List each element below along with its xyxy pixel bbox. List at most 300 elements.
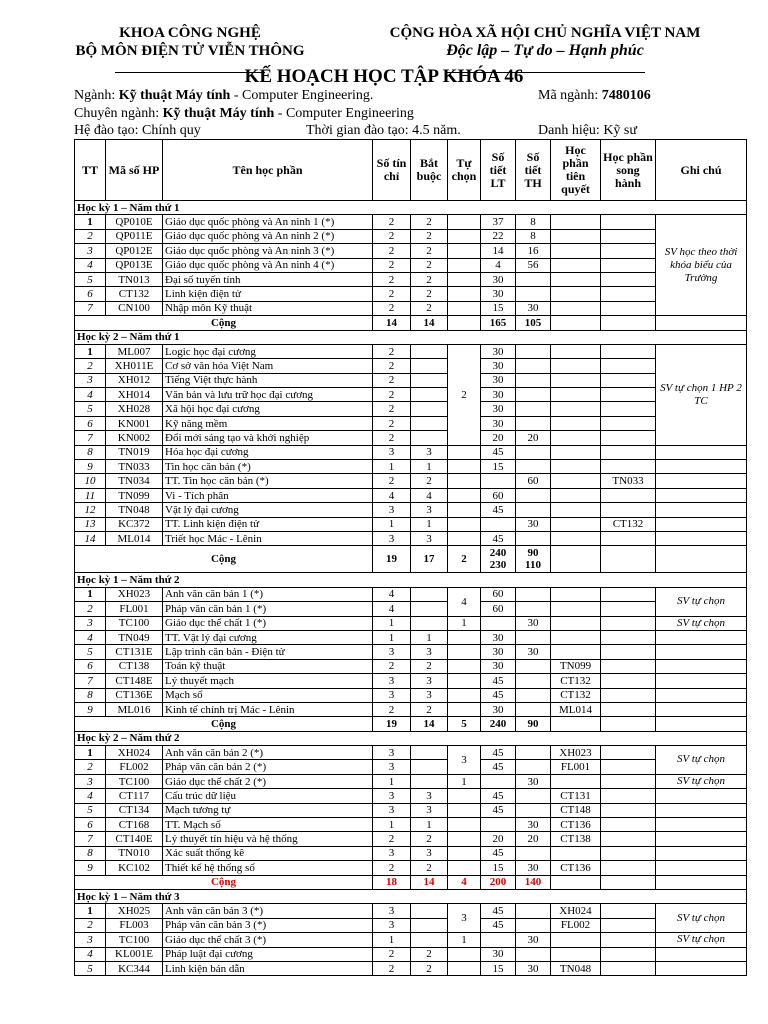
table-cell: Giáo dục quốc phòng và An ninh 2 (*) — [163, 229, 373, 243]
table-cell — [601, 846, 656, 860]
table-cell: 1 — [411, 630, 448, 644]
table-cell — [411, 774, 448, 788]
table-cell: Kinh tế chính trị Mác - Lênin — [163, 702, 373, 716]
table-cell — [601, 215, 656, 229]
table-cell: Học kỳ 2 – Năm thứ 1 — [75, 330, 747, 344]
table-cell: TN034 — [106, 474, 163, 488]
table-cell — [601, 659, 656, 673]
table-cell — [448, 630, 481, 644]
table-cell — [516, 789, 551, 803]
table-cell: Pháp luật đại cương — [163, 947, 373, 961]
table-cell — [601, 875, 656, 889]
national-motto: Độc lập – Tự do – Hạnh phúc — [446, 42, 644, 59]
table-cell — [448, 531, 481, 545]
table-cell — [551, 875, 601, 889]
table-row — [75, 616, 747, 630]
table-cell — [601, 602, 656, 616]
table-cell: 2 — [373, 301, 411, 315]
table-cell — [448, 674, 481, 688]
table-cell: 30 — [516, 774, 551, 788]
table-cell — [448, 287, 481, 301]
table-cell — [516, 416, 551, 430]
table-cell: 45 — [481, 803, 516, 817]
major-code-line: Mã ngành: 7480106 — [538, 88, 651, 103]
table-cell: 3 — [411, 789, 448, 803]
table-cell: 15 — [481, 460, 516, 474]
table-cell: 3 — [75, 616, 106, 630]
table-row — [75, 272, 747, 286]
table-cell — [601, 316, 656, 330]
table-cell: 2 — [411, 474, 448, 488]
table-cell — [516, 531, 551, 545]
table-cell — [551, 531, 601, 545]
table-cell: 3 — [373, 674, 411, 688]
table-cell: XH025 — [106, 904, 163, 918]
table-cell: CT148E — [106, 674, 163, 688]
table-cell — [516, 760, 551, 774]
table-cell: QP011E — [106, 229, 163, 243]
table-row — [75, 474, 747, 488]
table-cell: 9 — [75, 460, 106, 474]
table-cell: 2 — [411, 702, 448, 716]
table-cell: SV học theo thời khóa biểu của Trường — [656, 215, 747, 316]
table-cell — [601, 301, 656, 315]
table-cell: 8 — [75, 688, 106, 702]
table-cell — [481, 546, 516, 573]
table-cell: 2 — [411, 832, 448, 846]
table-row — [75, 630, 747, 644]
table-cell: 7 — [75, 301, 106, 315]
table-cell — [656, 832, 747, 846]
table-cell — [656, 503, 747, 517]
table-cell: Học kỳ 1 – Năm thứ 2 — [75, 573, 747, 587]
table-cell — [601, 229, 656, 243]
table-cell: Cấu trúc dữ liệu — [163, 789, 373, 803]
table-cell: KN001 — [106, 416, 163, 430]
table-cell — [551, 616, 601, 630]
table-cell: 4 — [75, 258, 106, 272]
table-cell: 2 — [373, 431, 411, 445]
table-cell: 3 — [373, 760, 411, 774]
table-cell: 30 — [516, 645, 551, 659]
table-cell: 13 — [75, 517, 106, 531]
table-cell — [411, 933, 448, 947]
table-cell — [448, 503, 481, 517]
table-row — [75, 846, 747, 860]
table-cell — [656, 861, 747, 875]
table-cell — [448, 803, 481, 817]
table-cell — [516, 746, 551, 760]
table-cell: 3 — [373, 531, 411, 545]
table-cell: 2 — [373, 702, 411, 716]
table-cell: Tiếng Việt thực hành — [163, 373, 373, 387]
table-cell — [448, 445, 481, 459]
table-cell — [448, 832, 481, 846]
table-cell: 45 — [481, 688, 516, 702]
table-row — [75, 244, 747, 258]
table-cell: 3 — [448, 746, 481, 775]
table-cell: Giáo dục quốc phòng và An ninh 4 (*) — [163, 258, 373, 272]
table-cell — [551, 630, 601, 644]
table-cell: 2 — [373, 861, 411, 875]
table-row — [75, 258, 747, 272]
table-cell — [448, 818, 481, 832]
table-cell — [656, 961, 747, 975]
table-cell — [448, 659, 481, 673]
table-cell — [448, 258, 481, 272]
table-cell: 2 — [373, 373, 411, 387]
table-cell: SV tự chọn — [656, 904, 747, 933]
table-cell: Linh kiện điện tử — [163, 287, 373, 301]
table-cell: 4 — [75, 947, 106, 961]
table-cell — [551, 717, 601, 731]
table-cell: TN033 — [106, 460, 163, 474]
table-cell: CT148 — [551, 803, 601, 817]
table-cell — [551, 488, 601, 502]
table-row — [75, 531, 747, 545]
table-cell: SV tự chọn 1 HP 2 TC — [656, 344, 747, 445]
table-cell: CT132 — [551, 688, 601, 702]
table-cell — [551, 258, 601, 272]
table-cell — [551, 474, 601, 488]
table-body — [75, 201, 747, 976]
table-cell: 45 — [481, 503, 516, 517]
table-cell: CT140E — [106, 832, 163, 846]
table-row — [75, 359, 747, 373]
table-cell — [551, 933, 601, 947]
table-row — [75, 503, 747, 517]
col-header: Số tiết LT — [481, 140, 516, 201]
table-cell: 30 — [516, 517, 551, 531]
table-cell: 2 — [373, 244, 411, 258]
table-cell — [448, 961, 481, 975]
table-cell: 1 — [373, 933, 411, 947]
table-cell: CT132 — [106, 287, 163, 301]
table-cell: 30 — [516, 616, 551, 630]
total-lt-2: 230 — [489, 559, 507, 572]
table-cell — [516, 402, 551, 416]
table-cell: 2 — [373, 388, 411, 402]
table-cell: 30 — [481, 287, 516, 301]
table-cell — [516, 602, 551, 616]
training-duration: Thời gian đào tạo: 4.5 năm. — [306, 123, 461, 138]
table-cell — [551, 947, 601, 961]
table-cell — [516, 359, 551, 373]
table-cell: CT136E — [106, 688, 163, 702]
table-cell: Hóa học đại cương — [163, 445, 373, 459]
table-cell: 9 — [75, 702, 106, 716]
table-cell: 4 — [75, 630, 106, 644]
table-cell: 90 — [516, 717, 551, 731]
table-cell: TN033 — [601, 474, 656, 488]
table-cell: ML014 — [551, 702, 601, 716]
training-system: Hệ đào tạo: Chính quy — [74, 123, 201, 138]
table-cell: QP010E — [106, 215, 163, 229]
table-cell: 5 — [75, 803, 106, 817]
degree-title: Danh hiệu: Kỹ sư — [538, 123, 637, 138]
table-cell — [656, 789, 747, 803]
table-cell — [656, 659, 747, 673]
table-cell: 5 — [448, 717, 481, 731]
table-cell: 2 — [373, 272, 411, 286]
page-title: KẾ HOẠCH HỌC TẬP KHÓA 46 — [244, 66, 524, 87]
table-cell: 56 — [516, 258, 551, 272]
table-cell — [411, 602, 448, 616]
table-cell — [448, 474, 481, 488]
table-cell: ML016 — [106, 702, 163, 716]
table-cell: Giáo dục quốc phòng và An ninh 3 (*) — [163, 244, 373, 258]
table-cell — [448, 517, 481, 531]
table-cell: 240 — [481, 717, 516, 731]
table-cell: 5 — [75, 402, 106, 416]
table-cell: 1 — [75, 746, 106, 760]
total-row — [75, 875, 747, 889]
table-cell — [601, 702, 656, 716]
table-row — [75, 416, 747, 430]
table-cell: 3 — [373, 789, 411, 803]
table-cell — [411, 344, 448, 358]
table-cell: Cộng — [75, 316, 373, 330]
table-cell: 30 — [481, 630, 516, 644]
table-cell — [448, 244, 481, 258]
table-row — [75, 861, 747, 875]
table-row — [75, 659, 747, 673]
table-cell: TN048 — [551, 961, 601, 975]
table-cell: Cộng — [75, 875, 373, 889]
table-cell: 1 — [411, 460, 448, 474]
table-cell: 1 — [373, 517, 411, 531]
table-cell — [551, 301, 601, 315]
table-cell: 2 — [411, 244, 448, 258]
col-header: Học phần tiên quyết — [551, 140, 601, 201]
table-cell: 1 — [373, 630, 411, 644]
table-cell: 3 — [373, 746, 411, 760]
table-cell — [448, 846, 481, 860]
table-cell: 4 — [75, 388, 106, 402]
table-cell — [516, 503, 551, 517]
semester-header — [75, 330, 747, 344]
table-cell: 3 — [411, 531, 448, 545]
table-cell: QP013E — [106, 258, 163, 272]
table-cell: Giáo dục thể chất 1 (*) — [163, 616, 373, 630]
table-cell — [656, 316, 747, 330]
col-header: Mã số HP — [106, 140, 163, 201]
table-cell: 30 — [516, 301, 551, 315]
table-cell — [516, 546, 551, 573]
table-cell — [411, 431, 448, 445]
table-cell: Vật lý đại cương — [163, 503, 373, 517]
table-cell — [656, 517, 747, 531]
table-cell — [551, 215, 601, 229]
table-cell — [656, 546, 747, 573]
semester-header — [75, 889, 747, 903]
table-cell: 2 — [373, 258, 411, 272]
table-cell — [448, 688, 481, 702]
table-row — [75, 587, 747, 601]
table-cell — [411, 746, 448, 760]
table-cell — [481, 818, 516, 832]
table-cell — [551, 229, 601, 243]
major-line: Ngành: Kỹ thuật Máy tính - Computer Engineering. — [74, 88, 374, 103]
table-cell: KC102 — [106, 861, 163, 875]
table-cell: FL002 — [106, 760, 163, 774]
table-cell: 105 — [516, 316, 551, 330]
table-cell — [551, 602, 601, 616]
table-cell: Đại số tuyến tính — [163, 272, 373, 286]
table-cell — [448, 215, 481, 229]
table-cell — [411, 402, 448, 416]
table-cell: CT138 — [106, 659, 163, 673]
table-cell — [601, 488, 656, 502]
table-cell: 2 — [411, 861, 448, 875]
table-cell: SV tự chọn — [656, 746, 747, 775]
table-cell: 2 — [373, 229, 411, 243]
table-cell: 7 — [75, 431, 106, 445]
table-cell — [481, 517, 516, 531]
table-cell: 6 — [75, 659, 106, 673]
table-cell — [551, 445, 601, 459]
table-cell: 2 — [75, 760, 106, 774]
table-cell: TT. Vật lý đại cương — [163, 630, 373, 644]
table-cell — [411, 918, 448, 932]
table-cell — [656, 846, 747, 860]
col-header: Tự chọn — [448, 140, 481, 201]
table-cell: Logic học đại cương — [163, 344, 373, 358]
table-cell: 2 — [411, 961, 448, 975]
table-cell: Thiết kế hệ thống số — [163, 861, 373, 875]
table-row — [75, 301, 747, 315]
table-cell: 2 — [373, 344, 411, 358]
table-cell: 2 — [411, 301, 448, 315]
table-cell: 30 — [481, 947, 516, 961]
table-cell — [601, 630, 656, 644]
table-cell: 2 — [411, 229, 448, 243]
table-cell: Kỹ năng mềm — [163, 416, 373, 430]
table-cell: XH023 — [551, 746, 601, 760]
table-cell: 2 — [411, 947, 448, 961]
table-cell: Giáo dục thể chất 3 (*) — [163, 933, 373, 947]
table-cell: CT131 — [551, 789, 601, 803]
table-cell — [551, 388, 601, 402]
table-cell: 8 — [75, 846, 106, 860]
table-cell — [411, 373, 448, 387]
table-cell — [516, 488, 551, 502]
table-row — [75, 947, 747, 961]
table-cell: 165 — [481, 316, 516, 330]
table-cell — [601, 674, 656, 688]
table-cell: Xác suất thống kê — [163, 846, 373, 860]
table-row — [75, 803, 747, 817]
table-cell: 2 — [373, 832, 411, 846]
semester-header — [75, 201, 747, 215]
table-cell: Học kỳ 1 – Năm thứ 1 — [75, 201, 747, 215]
table-cell — [601, 746, 656, 760]
table-cell — [516, 918, 551, 932]
table-cell — [551, 272, 601, 286]
table-cell — [601, 717, 656, 731]
table-cell: 45 — [481, 760, 516, 774]
table-cell: 2 — [75, 359, 106, 373]
table-cell: TT. Linh kiện điện tử — [163, 517, 373, 531]
table-row — [75, 961, 747, 975]
table-cell: CT134 — [106, 803, 163, 817]
table-cell — [516, 659, 551, 673]
table-cell: CT136 — [551, 861, 601, 875]
table-cell: Lý thuyết tín hiệu và hệ thống — [163, 832, 373, 846]
table-cell — [601, 388, 656, 402]
table-row — [75, 431, 747, 445]
table-cell: 140 — [516, 875, 551, 889]
table-cell — [551, 503, 601, 517]
table-cell — [601, 818, 656, 832]
table-cell: 14 — [481, 244, 516, 258]
semester-header — [75, 573, 747, 587]
table-row — [75, 287, 747, 301]
semester-header — [75, 731, 747, 745]
table-cell: CT132 — [601, 517, 656, 531]
table-cell — [411, 616, 448, 630]
table-cell — [516, 846, 551, 860]
table-cell: 45 — [481, 746, 516, 760]
table-cell: 3 — [75, 373, 106, 387]
table-cell — [551, 460, 601, 474]
table-cell: SV tự chọn — [656, 933, 747, 947]
table-cell: 14 — [411, 875, 448, 889]
table-cell: Giáo dục thể chất 2 (*) — [163, 774, 373, 788]
table-cell — [601, 616, 656, 630]
table-cell: TC100 — [106, 616, 163, 630]
table-cell: 2 — [411, 258, 448, 272]
table-cell: 4 — [373, 602, 411, 616]
table-row — [75, 215, 747, 229]
table-cell: ML014 — [106, 531, 163, 545]
table-cell: 1 — [448, 933, 481, 947]
table-cell: 30 — [481, 344, 516, 358]
table-header — [75, 140, 747, 201]
table-cell: TN099 — [106, 488, 163, 502]
table-cell: 14 — [373, 316, 411, 330]
table-cell: SV tự chọn — [656, 774, 747, 788]
table-cell: Anh văn căn bản 1 (*) — [163, 587, 373, 601]
table-cell: 3 — [373, 803, 411, 817]
table-cell: 4 — [373, 587, 411, 601]
table-cell: 3 — [75, 244, 106, 258]
table-cell: Triết học Mác - Lênin — [163, 531, 373, 545]
table-cell: 3 — [373, 445, 411, 459]
table-cell: 2 — [75, 602, 106, 616]
table-cell: 45 — [481, 789, 516, 803]
table-cell — [411, 359, 448, 373]
table-cell: QP012E — [106, 244, 163, 258]
table-cell: 16 — [516, 244, 551, 258]
table-cell: 2 — [373, 947, 411, 961]
table-cell: CT138 — [551, 832, 601, 846]
table-cell: 3 — [411, 445, 448, 459]
table-cell: SV tự chọn — [656, 616, 747, 630]
table-cell: Mạch số — [163, 688, 373, 702]
table-cell — [601, 546, 656, 573]
table-cell — [448, 861, 481, 875]
major-name: Kỹ thuật Máy tính — [118, 88, 231, 103]
table-cell: FL001 — [106, 602, 163, 616]
table-cell: 1 — [448, 616, 481, 630]
table-cell: 4 — [75, 789, 106, 803]
col-header: Ghi chú — [656, 140, 747, 201]
table-cell: 6 — [75, 818, 106, 832]
table-cell: 2 — [411, 272, 448, 286]
table-cell — [551, 431, 601, 445]
table-row — [75, 488, 747, 502]
